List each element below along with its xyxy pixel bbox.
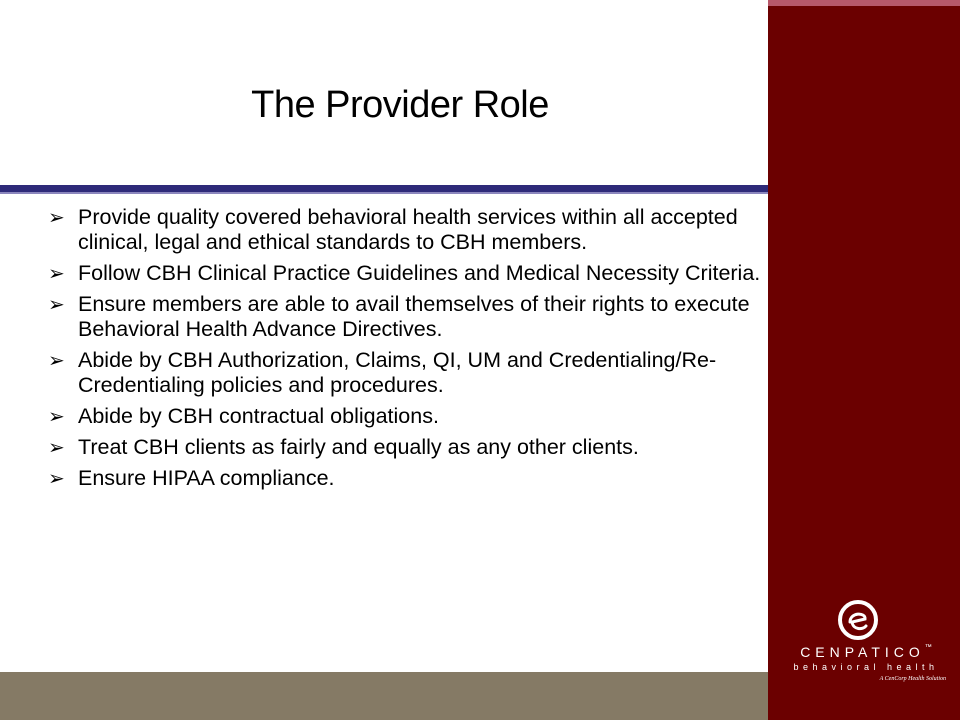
cenpatico-e-mark-icon — [838, 600, 878, 640]
bullet-list — [48, 205, 763, 497]
bullet-item — [48, 348, 763, 398]
title-divider-shadow — [0, 192, 768, 194]
bullet-item — [48, 404, 763, 429]
arrowhead-bullet-icon: ➢ — [48, 404, 65, 428]
arrowhead-bullet-icon: ➢ — [48, 435, 65, 459]
cenpatico-logo — [786, 600, 946, 690]
arrowhead-bullet-icon: ➢ — [48, 261, 65, 285]
logo-tagline: A CenCorp Health Solution — [879, 676, 946, 682]
bullet-item — [48, 435, 763, 460]
bullet-text: Ensure HIPAA compliance. — [78, 466, 335, 490]
logo-name: CENPATICO™ — [800, 644, 932, 660]
bullet-item — [48, 292, 763, 342]
bullet-text: Treat CBH clients as fairly and equally as any other clients. — [78, 435, 639, 459]
bullet-text: Follow CBH Clinical Practice Guidelines and Medical Necessity Criteria. — [78, 261, 761, 285]
footer-bar — [0, 672, 768, 720]
arrowhead-bullet-icon: ➢ — [48, 292, 65, 316]
bullet-text: Abide by CBH Authorization, Claims, QI, UM and Credentialing/Re-Credentialing policies and procedures. — [78, 348, 717, 397]
arrowhead-bullet-icon: ➢ — [48, 466, 65, 490]
logo-subtitle: behavioral health — [793, 662, 939, 672]
bullet-text: Provide quality covered behavioral health services within all accepted clinical, legal and ethical standards to CBH members. — [78, 205, 738, 254]
bullet-item — [48, 205, 763, 255]
bullet-item — [48, 466, 763, 491]
bullet-text: Ensure members are able to avail themselves of their rights to execute Behavioral Health Advance Directives. — [78, 292, 750, 341]
arrowhead-bullet-icon: ➢ — [48, 348, 65, 372]
arrowhead-bullet-icon: ➢ — [48, 205, 65, 229]
bullet-text: Abide by CBH contractual obligations. — [78, 404, 439, 428]
bullet-item — [48, 261, 763, 286]
slide-title: The Provider Role — [251, 84, 549, 126]
sidebar-accent-line — [768, 0, 960, 6]
logo-trademark: ™ — [924, 644, 932, 651]
title-divider — [0, 185, 768, 192]
